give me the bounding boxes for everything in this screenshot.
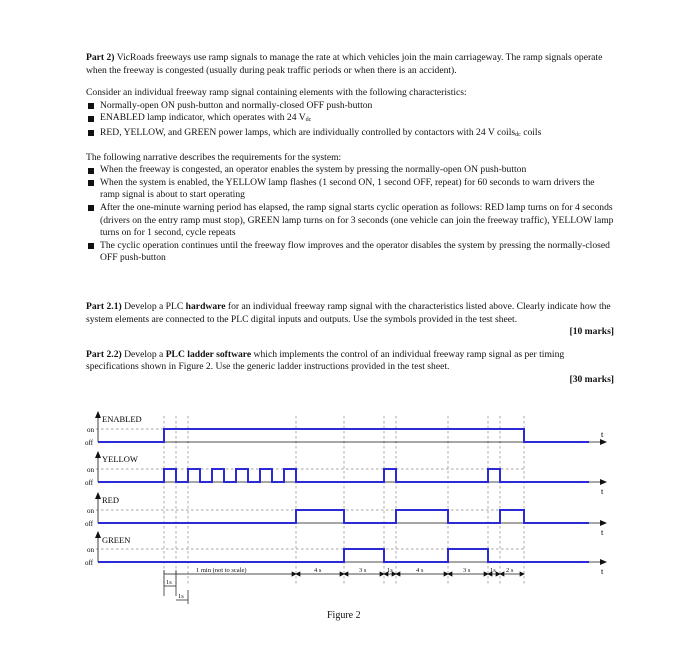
part22-text: Part 2.2) Develop a PLC ladder software which implements the control of an individual freeway ramp signal as per timing specifications shown in Figure 2. Use the generic ladder instructions provided in the test sheet.: [86, 348, 565, 373]
dim-flash-on: 1s: [166, 579, 172, 586]
svg-text:on: on: [87, 546, 94, 554]
list-item: RED, YELLOW, and GREEN power lamps, which are individually controlled by contactors with 24 V coilsdc coils: [86, 127, 614, 142]
dim-warning: 1 min (not to scale): [196, 567, 247, 574]
green-label: GREEN: [102, 535, 131, 545]
dim-red2: 4 s: [416, 567, 424, 574]
red-label: RED: [102, 495, 119, 505]
narrative-intro: The following narrative describes the requirements for the system:: [86, 151, 342, 163]
dim-flash-off: 1s: [178, 593, 184, 600]
svg-text:t: t: [601, 527, 604, 537]
red-waveform: [98, 510, 589, 523]
dim-green2: 3 s: [463, 567, 471, 574]
list-item: ENABLED lamp indicator, which operates with 24 Vdc: [86, 112, 614, 127]
on-level-lines: [96, 429, 524, 549]
list-item: Normally-open ON push-button and normally-closed OFF push-button: [86, 100, 614, 113]
enabled-waveform: [98, 429, 589, 442]
time-axis-label: t: [601, 429, 604, 439]
part22-heading: Part 2.2): [86, 348, 122, 360]
part2-intro: Part 2) VicRoads freeways use ramp signals to manage the rate at which vehicles join the main carriageway. The ramp signals operate when the freeway is congested (usually during peak traffic periods or when there is an accident).: [86, 52, 603, 76]
dim-tail: 2 s: [506, 567, 514, 574]
dim-yellow2: 1s: [490, 567, 496, 574]
part21-marks: [10 marks]: [569, 326, 614, 338]
yellow-label: YELLOW: [102, 454, 138, 464]
svg-text:on: on: [87, 507, 94, 515]
timing-diagram: [84, 410, 614, 610]
part2-heading: Part 2): [86, 52, 115, 63]
document-body: [86, 52, 614, 386]
part21-heading: Part 2.1): [86, 300, 122, 312]
part22-marks: [30 marks]: [569, 373, 614, 385]
svg-text:t: t: [601, 566, 604, 576]
list-item: When the system is enabled, the YELLOW lamp flashes (1 second ON, 1 second OFF, repeat) for 60 seconds to warn drivers the ramp signal is about to start operating: [86, 177, 614, 202]
figure-caption: Figure 2: [327, 610, 361, 621]
green-waveform: [98, 549, 589, 562]
yellow-axis: [85, 451, 607, 496]
dim-green: 3 s: [359, 567, 367, 574]
level-off-label: off: [85, 439, 94, 447]
dimension-lines: [164, 570, 524, 604]
red-axis: [85, 492, 607, 537]
svg-text:t: t: [601, 486, 604, 496]
svg-text:off: off: [85, 479, 94, 487]
enabled-label: ENABLED: [102, 414, 142, 424]
characteristics-list: [86, 100, 614, 142]
list-item: The cyclic operation continues until the freeway flow improves and the operator disables the system by pressing the normally-closed OFF push-button: [86, 240, 614, 265]
part21-text: Part 2.1) Develop a PLC hardware for an individual freeway ramp signal with the characteristics listed above. Clearly indicate how the system elements are connected to the PLC digital inputs and outputs. Use the symbols provided in the test sheet.: [86, 300, 611, 325]
svg-text:off: off: [85, 559, 94, 567]
green-axis: [85, 531, 607, 576]
level-on-label: on: [87, 426, 94, 434]
narrative-list: [86, 164, 614, 265]
list-item: When the freeway is congested, an operator enables the system by pressing the normally-open ON push-button: [86, 164, 614, 177]
dim-red: 4 s: [314, 567, 322, 574]
yellow-waveform: [98, 469, 589, 482]
svg-text:on: on: [87, 466, 94, 474]
dim-yellow: 1s: [387, 567, 393, 574]
list-item: After the one-minute warning period has elapsed, the ramp signal starts cyclic operation as follows: RED lamp turns on for 4 seconds (drivers on the entry ramp must stop), GREEN lamp turns on for 3 seconds (one vehicle can join the freeway traffic), YELLOW lamp turns on for 1 second, cycle repeats: [86, 202, 614, 240]
enabled-axis: [85, 411, 607, 447]
characteristics-intro: Consider an individual freeway ramp signal containing elements with the following characteristics:: [86, 87, 467, 99]
svg-text:off: off: [85, 520, 94, 528]
